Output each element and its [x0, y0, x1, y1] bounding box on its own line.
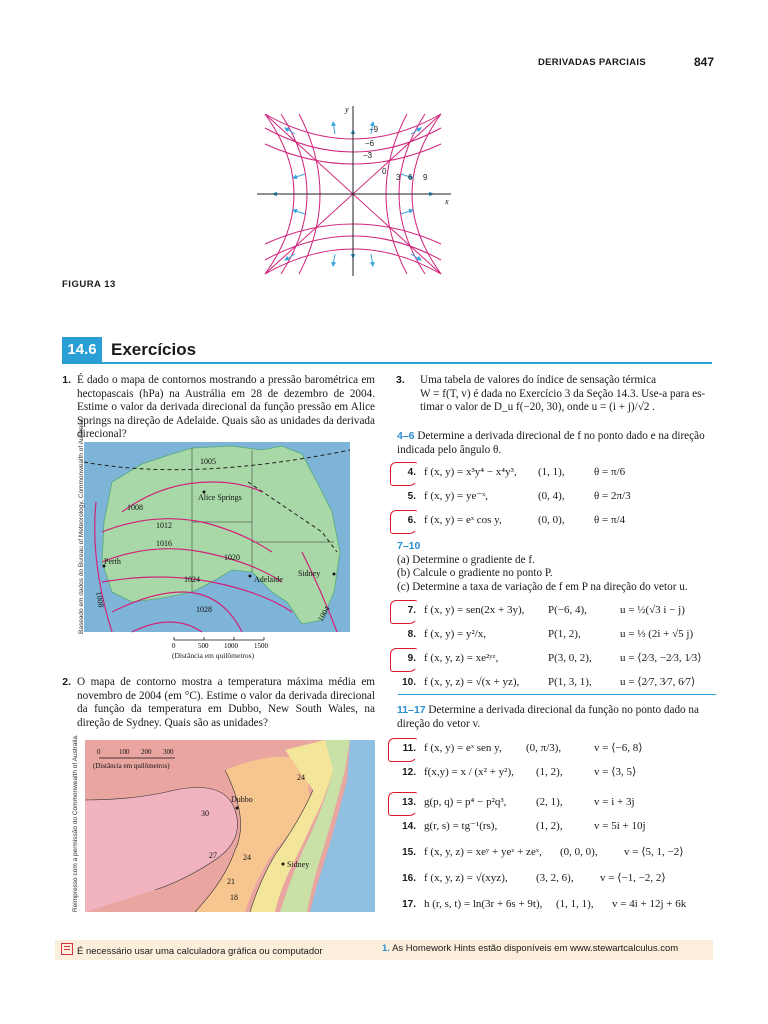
exercise-line: timar o valor de D_u f(−20, 30), onde u = (i + j)/√2 .	[420, 401, 656, 414]
city-marker	[333, 573, 336, 576]
direction: v = ⟨3, 5⟩	[594, 766, 637, 778]
scale-tick: 300	[163, 748, 174, 756]
city-label: Alice Springs	[198, 493, 242, 502]
exercise-number: 15.	[402, 847, 416, 858]
exercise-7	[388, 604, 718, 622]
function: f (x, y) = eˣ cos y,	[424, 514, 502, 526]
direction: u = ⟨2⁄3, −2⁄3, 1⁄3⟩	[620, 652, 702, 664]
pressure-map-australia	[72, 442, 350, 634]
exercise-9	[388, 652, 718, 670]
map2-scale-caption: (Distância em quilômetros)	[93, 762, 170, 770]
function: f (x, y) = y²/x,	[424, 628, 487, 640]
group-range: 11–17	[397, 704, 426, 716]
scale-tick: 200	[141, 748, 152, 756]
instruction-a: (a) Determine o gradiente de f.	[397, 553, 535, 566]
level-label: 6	[408, 173, 413, 182]
city-marker	[282, 863, 285, 866]
function: h (r, s, t) = ln(3r + 6s + 9t),	[424, 898, 543, 910]
direction: v = i + 3j	[594, 796, 635, 808]
scale-tick: 1500	[254, 642, 268, 650]
isobar-label: 1008	[127, 503, 143, 512]
left-column	[35, 374, 375, 442]
exercise-number: 13.	[402, 797, 416, 808]
temperature-map-nsw	[75, 740, 375, 912]
divider	[398, 694, 716, 695]
isotherm-label: 21	[227, 877, 235, 886]
map1-scale-bar	[166, 634, 276, 650]
function: f (x, y, z) = √(x + yz),	[424, 676, 520, 688]
function: f (x, y) = x³y⁴ − x⁴y³,	[424, 466, 517, 478]
calculator-note-text: É necessário usar uma calculadora gráfica ou computador	[77, 946, 323, 957]
point: (3, 2, 6),	[536, 872, 574, 884]
calculator-note	[61, 943, 323, 957]
group-text: Determine a derivada direcional de f no ponto dado e na direção indicada pelo ângulo θ.	[397, 430, 705, 456]
exercise-1	[35, 374, 375, 442]
city-label: Sidney	[298, 569, 321, 578]
section-rule	[62, 362, 712, 364]
isobar-label: 1020	[224, 553, 240, 562]
function: f (x, y, z) = xeʸ + yeᶻ + zeˣ,	[424, 846, 542, 858]
exercise-number: 14.	[402, 821, 416, 832]
direction: θ = π/6	[594, 466, 626, 478]
scale-tick: 0	[97, 748, 101, 756]
function: f (x, y) = eˣ sen y,	[424, 742, 502, 754]
exercise-number: 7.	[407, 605, 416, 616]
exercise-number: 10.	[402, 677, 416, 688]
isobar-label: 1024	[184, 575, 200, 584]
hint-note-text[interactable]: As Homework Hints estão disponíveis em www.stewartcalculus.com	[392, 943, 679, 954]
exercise-4	[388, 466, 718, 484]
exercise-16	[388, 872, 718, 890]
section-number: 14.6	[62, 337, 102, 363]
isotherm-label: 24	[243, 853, 251, 862]
exercise-14	[388, 820, 718, 838]
point: (1, 2),	[536, 766, 563, 778]
isobar-label: 1005	[200, 457, 216, 466]
exercise-number: 12.	[402, 767, 416, 778]
exercise-3	[388, 374, 718, 415]
exercise-number: 9.	[407, 653, 416, 664]
instruction-c: (c) Determine a taxa de variação de f em P na direção do vetor u.	[397, 580, 688, 593]
exercise-number: 16.	[402, 873, 416, 884]
level-label: 0	[382, 167, 387, 176]
group-4-6-instructions	[397, 430, 717, 457]
footer-bar	[55, 940, 713, 960]
point: P(1, 2),	[548, 628, 581, 640]
exercise-5	[388, 490, 718, 508]
isobar-label: 1008	[94, 590, 106, 609]
figure-13-contour-plot	[255, 104, 455, 276]
point: P(3, 0, 2),	[548, 652, 592, 664]
point: P(1, 3, 1),	[548, 676, 592, 688]
direction: θ = π/4	[594, 514, 626, 526]
exercise-15	[388, 846, 718, 864]
instruction-b: (b) Calcule o gradiente no ponto P.	[397, 567, 553, 580]
map2-credit: Reimpresso com a permissão do Commonwealth of Australia.	[72, 734, 79, 912]
point: (1, 2),	[536, 820, 563, 832]
group-7-10-instructions	[397, 540, 717, 594]
level-label: 3	[396, 173, 401, 182]
function: f (x, y, z) = xe²ʸᶻ,	[424, 652, 499, 664]
exercise-text: O mapa de contorno mostra a temperatura máxima média em novembro de 2004 (em °C). Estime o valor da derivada direcional da função da temperatura em Dubbo, New South Wales, na direção de Sydney. Quais são as unidades?	[77, 676, 375, 729]
exercise-8	[388, 628, 718, 646]
exercise-13	[388, 796, 718, 814]
exercise-6	[388, 514, 718, 532]
direction: θ = 2π/3	[594, 490, 631, 502]
group-text: Determine a derivada direcional da função no ponto dado na direção do vetor v.	[397, 704, 699, 730]
scale-tick: 500	[198, 642, 209, 650]
isotherm-label: 24	[297, 773, 305, 782]
function: g(r, s) = tg⁻¹(rs),	[424, 820, 498, 832]
function: g(p, q) = p⁴ − p²q³,	[424, 796, 507, 808]
exercise-number: 1.	[62, 374, 71, 386]
running-header-title: DERIVADAS PARCIAIS	[538, 57, 646, 68]
hint-number: 1.	[382, 943, 390, 954]
exercise-number: 11.	[402, 743, 416, 754]
isobar-label: 1028	[196, 605, 212, 614]
group-range: 7–10	[397, 540, 421, 552]
map1-scale-caption: (Distância em quilômetros)	[172, 651, 255, 660]
exercise-2-wrap	[35, 676, 375, 730]
city-marker	[249, 575, 252, 578]
direction: v = 5i + 10j	[594, 820, 646, 832]
exercise-line: W = f(T, v) é dada no Exercício 3 da Seção 14.3. Use-a para es-	[420, 387, 706, 400]
function: f(x,y) = x / (x² + y²),	[424, 766, 514, 778]
scale-tick: 0	[172, 642, 176, 650]
direction: v = ⟨−6, 8⟩	[594, 742, 643, 754]
scale-tick: 100	[119, 748, 130, 756]
function: f (x, y) = ye⁻ˣ,	[424, 490, 489, 502]
function: f (x, y) = sen(2x + 3y),	[424, 604, 525, 616]
city-label: Sidney	[287, 860, 310, 869]
exercise-12	[388, 766, 718, 784]
city-label: Adelaide	[254, 575, 283, 584]
isotherm-label: 27	[209, 851, 217, 860]
direction: v = 4i + 12j + 6k	[612, 898, 687, 910]
point: (0, π/3),	[526, 742, 562, 754]
city-label: Dubbo	[231, 795, 253, 804]
direction: u = ½(√3 i − j)	[620, 604, 685, 616]
point: (2, 1),	[536, 796, 563, 808]
scale-tick: 1000	[224, 642, 238, 650]
section-header	[62, 337, 712, 363]
isobar-label: 1004	[315, 604, 332, 623]
point: (0, 0),	[538, 514, 565, 526]
exercise-number: 3.	[396, 374, 405, 386]
isotherm-label: 30	[201, 809, 209, 818]
exercise-number: 5.	[407, 491, 416, 502]
map1-credit: Baseado em dados do Bureau of Meteorology, Commonwealth of Australia.	[78, 417, 85, 634]
point: (0, 0, 0),	[560, 846, 598, 858]
y-axis-label: y	[345, 105, 349, 114]
isobar-label: 1016	[156, 539, 172, 548]
figure-13-label: FIGURA 13	[62, 279, 116, 290]
page-number: 847	[694, 55, 715, 69]
level-label: −9	[369, 125, 379, 134]
direction: v = ⟨5, 1, −2⟩	[624, 846, 684, 858]
exercise-10	[388, 676, 718, 694]
exercise-line: Uma tabela de valores do índice de sensação térmica	[420, 374, 657, 386]
group-11-17-instructions	[397, 704, 717, 731]
city-label: Perth	[104, 557, 121, 566]
exercise-17	[388, 898, 718, 916]
point: P(−6, 4),	[548, 604, 587, 616]
calculator-icon	[61, 943, 73, 955]
direction: v = ⟨−1, −2, 2⟩	[600, 872, 666, 884]
x-axis-label: x	[445, 197, 449, 206]
direction: u = ⅓ (2i + √5 j)	[620, 628, 694, 640]
section-title: Exercícios	[111, 340, 197, 359]
point: (0, 4),	[538, 490, 565, 502]
point: (1, 1, 1),	[556, 898, 594, 910]
direction: u = ⟨2⁄7, 3⁄7, 6⁄7⟩	[620, 676, 696, 688]
city-marker	[236, 807, 239, 810]
exercise-number: 17.	[402, 899, 416, 910]
level-label: 9	[423, 173, 428, 182]
isobar-label: 1012	[156, 521, 172, 530]
exercise-number: 2.	[62, 676, 71, 688]
level-label: −3	[363, 151, 373, 160]
exercise-number: 4.	[407, 467, 416, 478]
function: f (x, y, z) = √(xyz),	[424, 872, 508, 884]
point: (1, 1),	[538, 466, 565, 478]
exercise-11	[388, 742, 718, 760]
hint-note	[382, 943, 678, 954]
exercise-2	[35, 676, 375, 730]
exercise-number: 8.	[407, 629, 416, 640]
exercise-text: É dado o mapa de contornos mostrando a pressão barométrica em hectopascais (hPa) na Austrália em 28 de dezembro de 2004. Estime o valor da derivada direcional da função pressão em Alice Springs na direção de Adelaide. Quais são as unidades da derivada direcional?	[77, 374, 375, 441]
level-label: −6	[365, 139, 375, 148]
group-range: 4–6	[397, 430, 415, 442]
isotherm-label: 18	[230, 893, 238, 902]
exercise-number: 6.	[407, 515, 416, 526]
